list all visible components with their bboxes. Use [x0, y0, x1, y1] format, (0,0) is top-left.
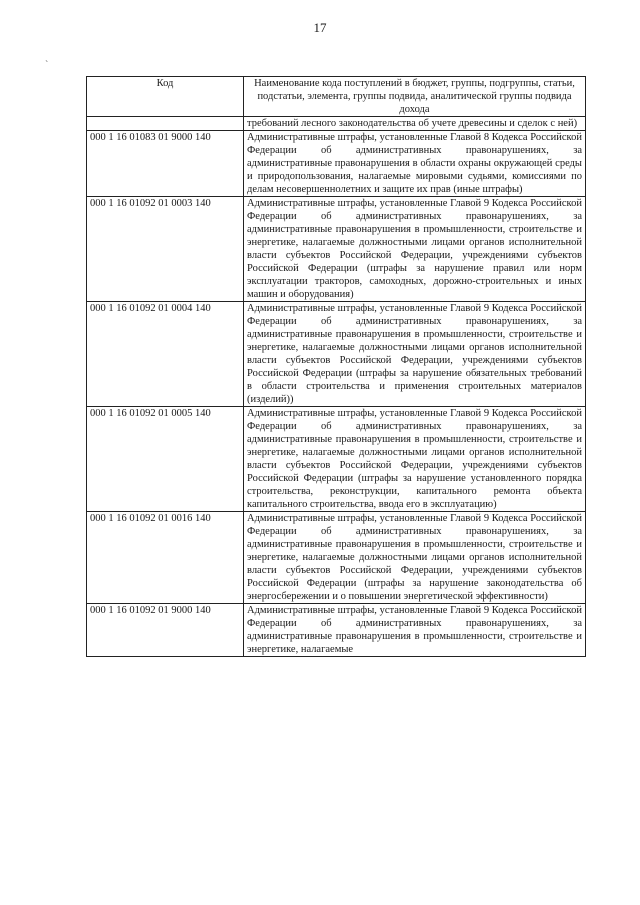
budget-codes-table — [86, 76, 586, 657]
row-code: 000 1 16 01092 01 9000 140 — [87, 604, 244, 657]
row-name: Административные штрафы, установленные Главой 8 Кодекса Российской Федерации об административных правонарушениях, за административные правонарушения в области охраны окружающей среды и природопользования, налагаемые мировыми судьями, комиссиями по делам несовершеннолетних и защите их прав (иные штрафы) — [244, 131, 586, 197]
row-code: 000 1 16 01083 01 9000 140 — [87, 131, 244, 197]
row-code — [87, 117, 244, 131]
stray-mark: ` — [45, 60, 49, 71]
row-name: требований лесного законодательства об учете древесины и сделок с ней) — [244, 117, 586, 131]
row-code: 000 1 16 01092 01 0005 140 — [87, 407, 244, 512]
page-number: 17 — [313, 20, 327, 35]
table-row — [87, 117, 586, 131]
header-name: Наименование кода поступлений в бюджет, группы, подгруппы, статьи, подстатьи, элемента, группы подвида, аналитической группы подвида дохода — [244, 77, 586, 117]
header-code: Код — [87, 77, 244, 117]
table-header-row — [87, 77, 586, 117]
table-row — [87, 604, 586, 657]
row-name: Административные штрафы, установленные Главой 9 Кодекса Российской Федерации об административных правонарушениях, за административные правонарушения в промышленности, строительстве и энергетике, налагаемые — [244, 604, 586, 657]
row-name: Административные штрафы, установленные Главой 9 Кодекса Российской Федерации об административных правонарушениях, за административные правонарушения в промышленности, строительстве и энергетике, налагаемые должностными лицами органов исполнительной власти субъектов Российской Федерации, учреждениями субъектов Российской Федерации (штрафы за нарушение обязательных требований в области строительства и применения строительных материалов (изделий)) — [244, 302, 586, 407]
table-row — [87, 302, 586, 407]
row-code: 000 1 16 01092 01 0004 140 — [87, 302, 244, 407]
row-code: 000 1 16 01092 01 0003 140 — [87, 197, 244, 302]
row-name: Административные штрафы, установленные Главой 9 Кодекса Российской Федерации об административных правонарушениях, за административные правонарушения в промышленности, строительстве и энергетике, налагаемые должностными лицами органов исполнительной власти субъектов Российской Федерации, учреждениями субъектов Российской Федерации (штрафы за нарушение правил или норм эксплуатации тракторов, самоходных, дорожно-строительных и иных машин и оборудования) — [244, 197, 586, 302]
row-name: Административные штрафы, установленные Главой 9 Кодекса Российской Федерации об административных правонарушениях, за административные правонарушения в промышленности, строительстве и энергетике, налагаемые должностными лицами органов исполнительной власти субъектов Российской Федерации, учреждениями субъектов Российской Федерации (штрафы за нарушение законодательства об энергосбережении и о повышении энергетической эффективности) — [244, 512, 586, 604]
table-row — [87, 512, 586, 604]
table-row — [87, 131, 586, 197]
table-row — [87, 197, 586, 302]
table-row — [87, 407, 586, 512]
row-name: Административные штрафы, установленные Главой 9 Кодекса Российской Федерации об административных правонарушениях, за административные правонарушения в промышленности, строительстве и энергетике, налагаемые должностными лицами органов исполнительной власти субъектов Российской Федерации, учреждениями субъектов Российской Федерации (штрафы за нарушение установленного порядка строительства, реконструкции, капитального ремонта объекта капитального строительства, ввода его в эксплуатацию) — [244, 407, 586, 512]
row-code: 000 1 16 01092 01 0016 140 — [87, 512, 244, 604]
